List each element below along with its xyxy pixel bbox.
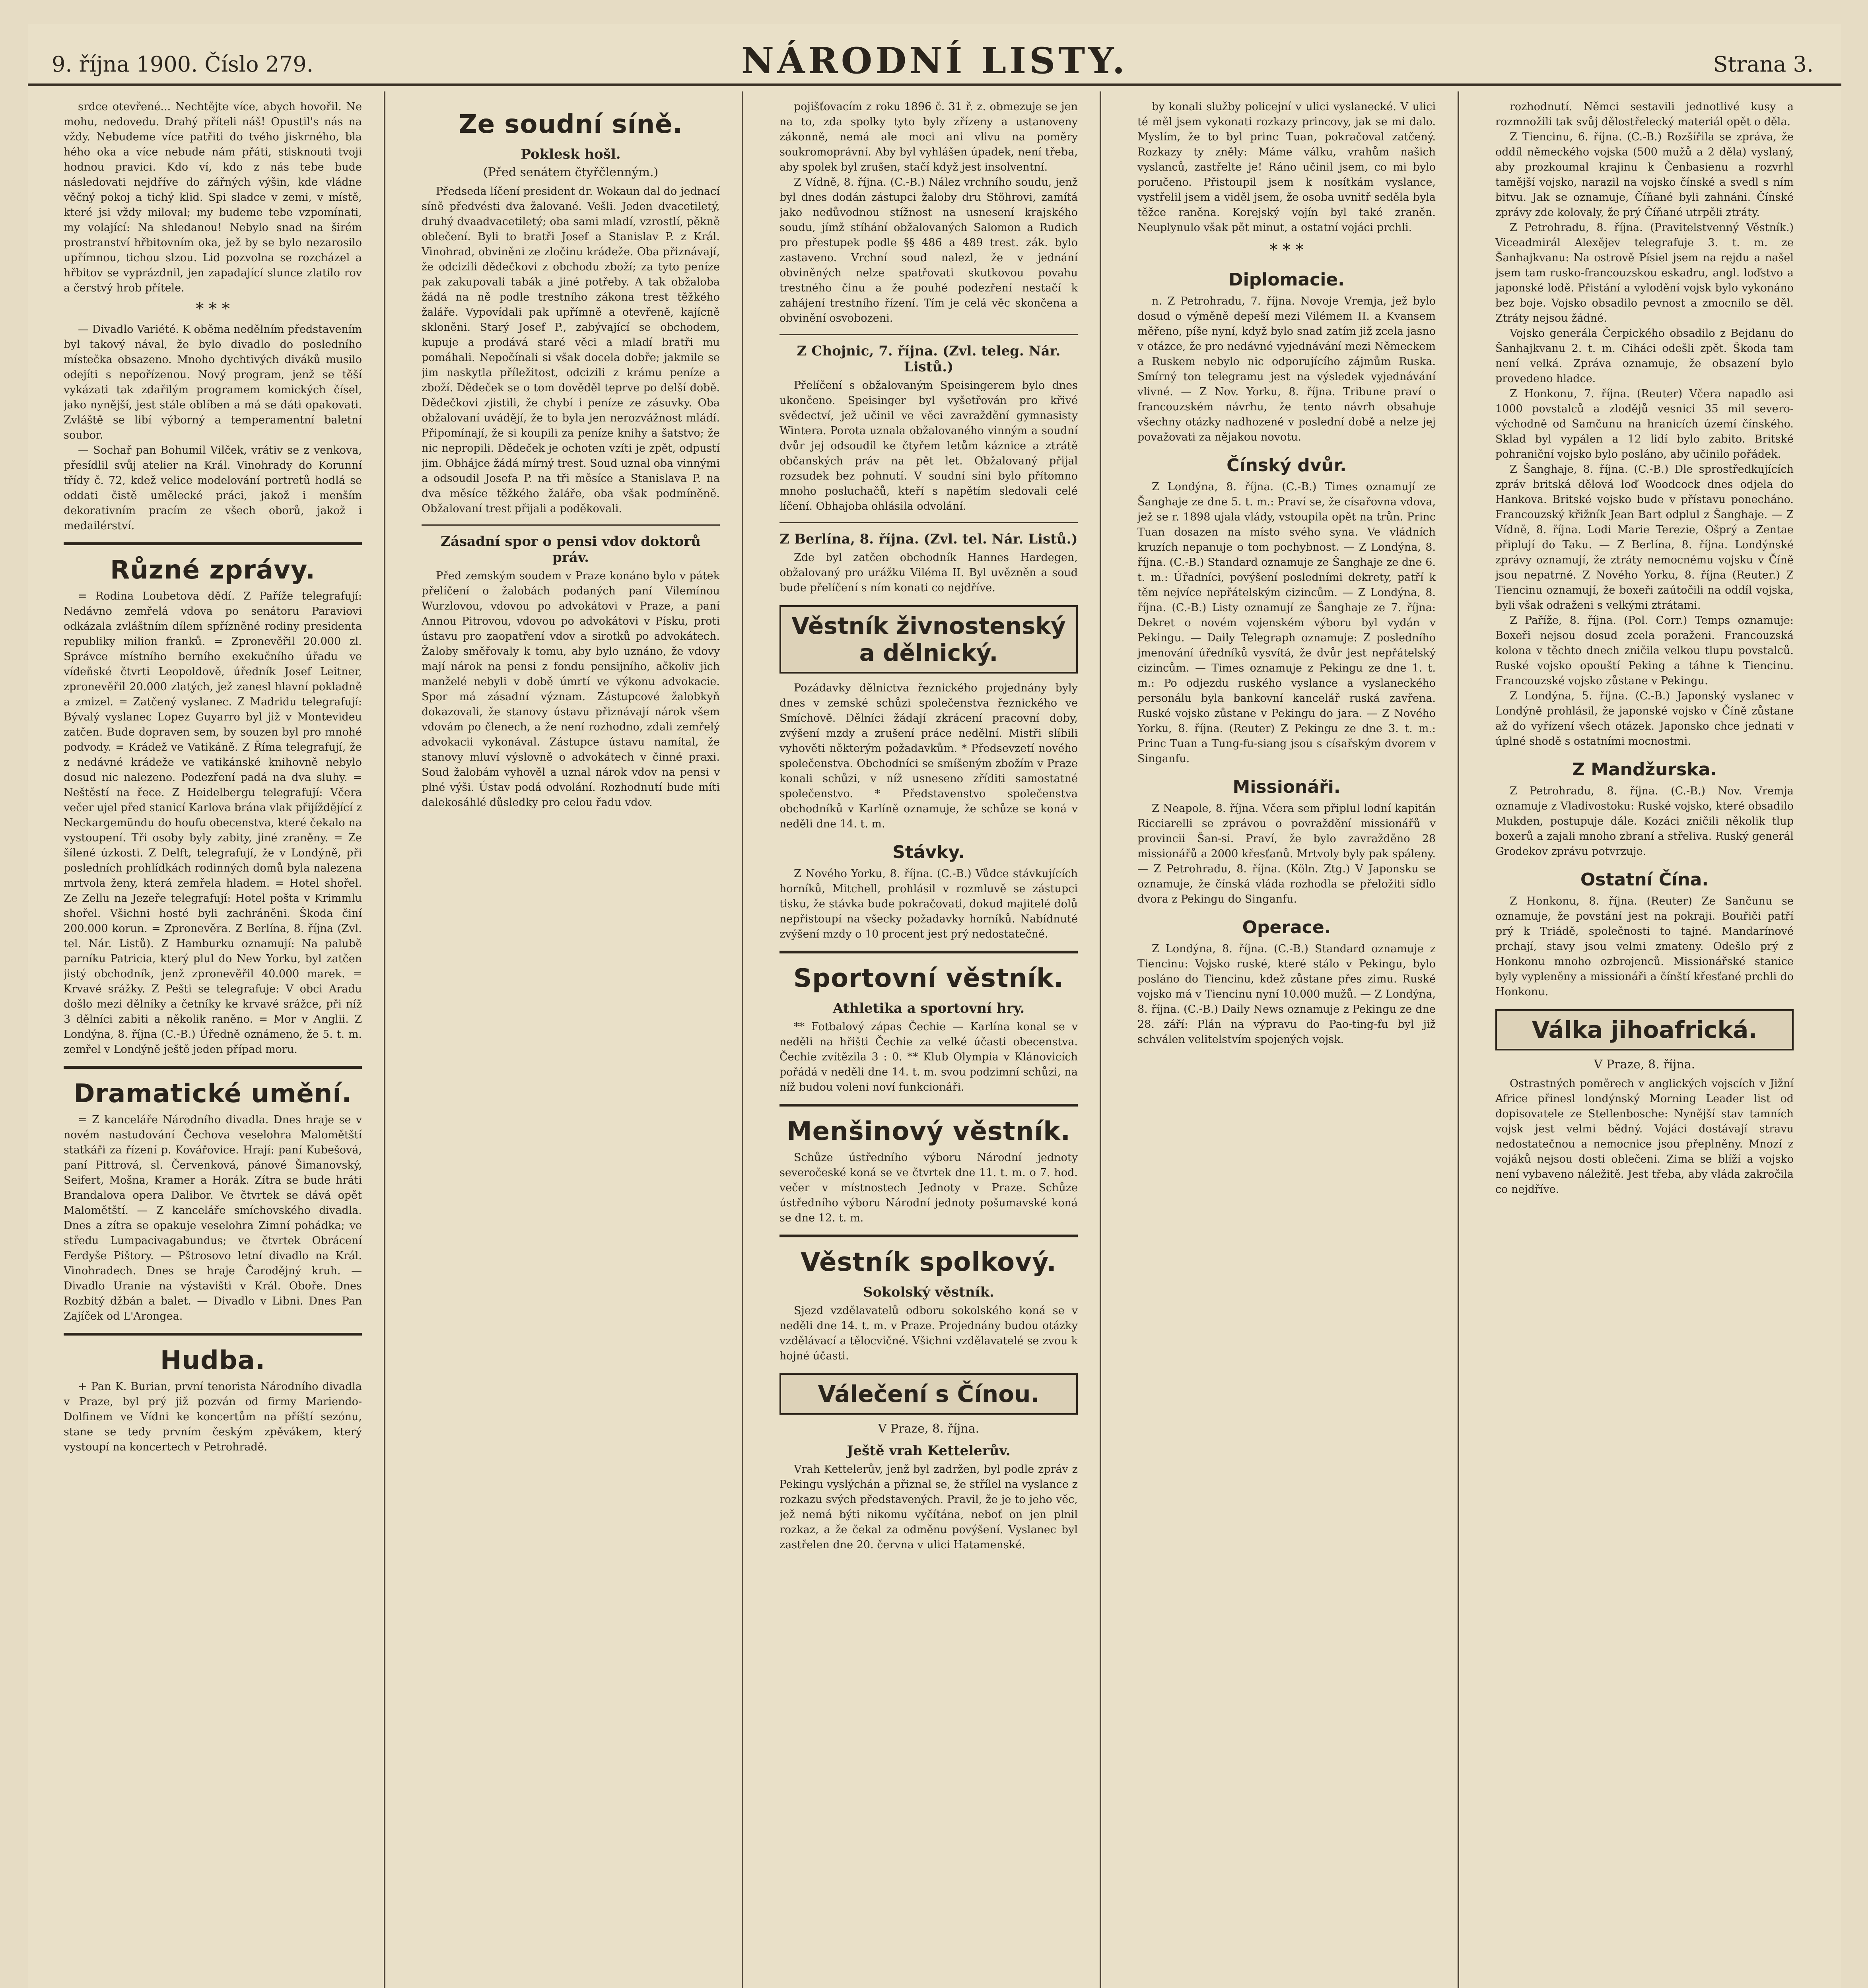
- newspaper-title: NÁRODNÍ LISTY.: [741, 40, 1128, 82]
- section-heading: Ostatní Čína.: [1580, 870, 1709, 890]
- section-divider: [779, 1104, 1078, 1107]
- article-text: Schůze ústředního výboru Národní jednoty severočeské koná se ve čtvrtek dne 11. t. m. o 7. hod. večer v místnostech Jednoty v Praze. Schůze ústředního výboru Národní jednoty pošumavské koná se dne 12. t. m.: [779, 1151, 1078, 1224]
- section-divider: [779, 1235, 1078, 1237]
- section-heading: Dramatické umění.: [74, 1079, 352, 1109]
- article-heading: Athletika a sportovní hry.: [832, 1000, 1025, 1016]
- section-heading: Hudba.: [160, 1346, 266, 1375]
- article-text: Z Honkonu, 7. října. (Reuter) Včera napadlo asi 1000 povstalců a zlodějů vesnici 35 mil severo-východně od Samčunu na hranicích území čínského. Sklad byl vypálen a 12 lidí bylo zabito. Britské pohraniční vojsko bylo posláno, aby učinilo pořádek.: [1495, 388, 1794, 460]
- article-text: ** Fotbalový zápas Čechie — Karlína konal se v neděli na hřišti Čechie za velké účasti obecenstva. Čechie zvítězila 3 : 0. ** Klub Olympia v Klánovicích pořádá v neděli dne 14. t. m. svou podzimní schůzi, na níž budou voleni noví funkcionáři.: [779, 1021, 1078, 1093]
- dateline: V Praze, 8. října.: [1594, 1058, 1695, 1072]
- section-divider: [64, 542, 362, 545]
- column-rule: [1100, 91, 1101, 1988]
- page-number: Strana 3.: [1713, 52, 1814, 77]
- article-subheading: (Před senátem čtyřčlenným.): [483, 165, 659, 179]
- article-text: Z Londýna, 8. října. (C.-B.) Standard oznamuje z Tiencinu: Vojsko ruské, které stálo v Pekingu, bylo posláno do Tiencinu, kdež zůstane přes zimu. Ruské vojsko má v Tiencinu nyní 10.000 mužů. — Z Londýna, 8. října. (C.-B.) Daily News oznamuje z Pekingu ze dne 28. září: Plán na výpravu do Pao-ting-fu byl již schválen velitelstvím spojených vojsk.: [1137, 943, 1436, 1046]
- article-heading: Sokolský věstník.: [863, 1284, 994, 1300]
- article-text: Z Paříže, 8. října. (Pol. Corr.) Temps oznamuje: Boxeři nejsou dosud zcela poraženi. Francouzská kolona v těchto dnech zničila velkou tlupu povstalců. Ruské vojsko opouští Peking a táhne k Tiencinu. Francouzské vojsko zůstane v Pekingu.: [1495, 614, 1794, 687]
- article-text: Zde byl zatčen obchodník Hannes Hardegen, obžalovaný pro urážku Viléma II. Byl uvězněn a soud bude přelíčení s ním konati co nejdříve.: [779, 551, 1078, 594]
- article-text: Z Londýna, 8. října. (C.-B.) Times oznamují ze Šanghaje ze dne 5. t. m.: Praví se, že císařovna vdova, jež se r. 1898 ujala vlády, vstoupila opět na trůn. Princ Tuan dosazen na místo svého syna. Ve vládních kruzích nepanuje o tom pochybnost. — Z Londýna, 8. října. (C.-B.) Standard oznamuje ze Šanghaje ze dne 6. t. m.: Úřadníci, povýšení posledními dekrety, patří k těm nejvíce nepřátelským cizincům. — Z Londýna, 8. října. (C.-B.) Listy oznamují ze Šanghaje ze 7. října: Dekret o novém vojenském výboru byl vydán v Pekingu. — Daily Telegraph oznamuje: Z posledního jmenování úředníků vysvítá, že dvůr jest nepřátelský cizincům. — Times oznamuje z Pekingu ze dne 1. t. m.: Po odjezdu ruského vyslance a vyslaneckého personálu byla bankovní kancelář ruská zavřena. Ruské vojsko zůstane v Pekingu do jara. — Z Nového Yorku, 8. října. (Reuter) Z Pekingu ze dne 3. t. m.: Princ Tuan a Tung-fu-siang jsou s císařským dvorem v Singanfu.: [1137, 481, 1436, 765]
- article-divider: [779, 334, 1078, 335]
- article-text: Pozádavky dělnictva řeznického projednány byly dnes v zemské schůzi společenstva řeznického ve Smíchově. Dělníci žádají zkrácení pracovní doby, zvýšení mzdy a zrušení práce nedělní. Mistři slíbili vyhověti některým požadavkům. * Předsevzetí nového společenstva. Obchodníci se smíšeným zbožím v Praze konali schůzi, v níž usneseno zříditi samostatné společenstvo. * Představenstvo společenstva obchodníků v Karlíně oznamuje, že schůze se koná v neděli dne 14. t. m.: [779, 682, 1078, 830]
- article-text: + Pan K. Burian, první tenorista Národního divadla v Praze, byl prý již pozván od firmy Mariendo-Dolfinem ve Vídni ke koncertům na příští sezónu, stane se tedy prvním českým zpěvákem, který vystoupí na koncertech v Petrohradě.: [64, 1380, 362, 1453]
- article-text: Z Petrohradu, 8. října. (C.-B.) Nov. Vremja oznamuje z Vladivostoku: Ruské vojsko, které obsadilo Mukden, postupuje dále. Kozáci zničili několik tlup boxerů a zajali mnoho zbraní a střeliva. Ruský generál Grodekov zprávu potvrzuje.: [1495, 785, 1794, 858]
- article-heading: Zásadní spor o pensi vdov doktorů práv.: [441, 534, 701, 565]
- article-text: Přelíčení s obžalovaným Speisingerem bylo dnes ukončeno. Speisinger byl vyšetřován pro křivé svědectví, jež učinil ve věci zavraždění gymnasisty Wintera. Porota uznala obžalovaného vinným a soudní dvůr jej odsoudil ke čtyřem letům káznice a ztrátě občanských práv na pět let. Obžalovaný přijal rozsudek bez pohnutí. V soudní síni bylo přítomno mnoho posluchačů, kteří s napětím sledovali celé líčení. Obhajoba ohlásila odvolání.: [779, 379, 1078, 513]
- article-text: Sjezd vzdělavatelů odboru sokolského koná se v neděli dne 14. t. m. v Praze. Projednány budou otázky vzdělávací a tělocvičné. Všichni vzdělavatelé se zvou k hojné účasti.: [779, 1305, 1078, 1362]
- article-text: Z Petrohradu, 8. října. (Pravitelstvenný Věstník.) Viceadmirál Alexějev telegrafuje 3. t. m. ze Šanhajkvanu: Na ostrově Písiel jsem na rejdu a našel jsem tam rusko-francouzskou eskadru, angl. loďstvo a japonské lodě. Přistání a vylodění vojsk bylo vykonáno bez boje. Vojsko obsadilo pevnost a zmocnilo se děl. Ztráty nejsou žádné.: [1495, 221, 1794, 324]
- article-text: Z Šanghaje, 8. října. (C.-B.) Dle sprostředkujících zpráv britská dělová loď Woodcock dnes odjela do Hankova. Britské vojsko bude v přístavu ponecháno. Francouzský křižník Jean Bart odplul z Šanghaje. — Z Vídně, 8. října. Lodi Marie Terezie, Ošprý a Zentae připlují do Taku. — Z Berlína, 8. října. Londýnské zprávy oznamují, že ztráty nemocnému vojsku v Číně jsou nepatrné. Z Nového Yorku, 8. října (Reuter.) Z Tiencinu oznamují, že boxeři zaútočili na oddíl vojska, byli však odraženi s velkými ztrátami.: [1495, 463, 1794, 612]
- dateline: V Praze, 8. října.: [878, 1422, 980, 1436]
- article-text: Z Nového Yorku, 8. října. (C.-B.) Vůdce stávkujících horníků, Mitchell, prohlásil v rozmluvě se zástupci tisku, že stávka bude pokračovati, dokud majitelé dolů nepřistoupí na všecky požadavky horníků. Nabídnuté zvýšení mzdy o 10 procent jest prý nedostatečné.: [779, 868, 1078, 940]
- column-2: [422, 99, 720, 1988]
- article-divider: [779, 522, 1078, 523]
- column-3: [779, 99, 1078, 1988]
- newspaper-page: [28, 24, 1841, 1988]
- masthead: [28, 24, 1841, 86]
- issue-date: 9. října 1900. Číslo 279.: [52, 52, 313, 77]
- article-heading: Z Chojnic, 7. října. (Zvl. teleg. Nár. Listů.): [797, 343, 1061, 375]
- article-text: rozhodnutí. Němci sestavili jednotlivé kusy a rozmnožili tak svůj dělostřelecký materiál opět o děla.: [1495, 101, 1794, 128]
- column-rule: [384, 91, 385, 1988]
- column-4: [1137, 99, 1436, 1988]
- column-1: [64, 99, 362, 1988]
- section-heading: Válečení s Čínou.: [779, 1373, 1078, 1415]
- article-text: Z Neapole, 8. října. Včera sem připlul lodní kapitán Ricciarelli se zprávou o povraždění missionářů v provincii Šan-si. Praví, že bylo zavražděno 28 missionářů a 2000 křesťanů. Mrtvoly byly pak spáleny. — Z Petrohradu, 8. října. (Köln. Ztg.) V Japonsku se oznamuje, že čínská vláda rozhodla se přeložiti sídlo dvora z Pekingu do Singanfu.: [1137, 802, 1436, 905]
- column-5: [1495, 99, 1794, 1988]
- article-text: Předseda líčení president dr. Wokaun dal do jednací síně předvésti dva žalované. Vešli. Jeden dvacetiletý, druhý dvaadvacetiletý; oba sami mladí, vzrostlí, pěkně oblečení. Byli to bratři Josef a Stanislav P. z Král. Vinohrad, obviněni ze zločinu krádeže. Oba přiznávají, že odcizili dědečkovi z obchodu zboží; za tyto peníze pak zakupovali tabák a jiné potřeby. A tak obžaloba žádá na ně podle trestního zákona trest těžkého žaláře. Vypovídali pak upřímně a otevřeně, kajícně skloněni. Starý Josef P., zabývající se obchodem, kupuje a prodává staré věci a mladí bratři mu pomáhali. Nepočínali si však docela dobře; jakmile se jim naskytla příležitost, odcizili z krámu peníze a zboží. Dědeček se o tom dověděl teprve po delší době. Dědečkovi zjistili, že chybí i peníze ze zásuvky. Oba obžalovaní uvádějí, že to byla jen nerozvážnost mládí. Připomínají, že si koupili za peníze knihy a šatstvo; že nic nepropili. Dědeček je ochoten vzíti je zpět, odpustí jim. Obhájce žádá mírný trest. Soud uznal oba vinnými a odsoudil Josefa P. na tři měsíce a Stanislava P. na dva měsíce těžkého žaláře, oba však podmíněně. Obžalovaní trest přijali a poděkovali.: [422, 185, 720, 515]
- article-heading: Ještě vrah Kettelerův.: [847, 1443, 1011, 1459]
- article-divider: [422, 524, 720, 526]
- separator-stars: * * *: [1269, 241, 1304, 259]
- section-heading: Operace.: [1242, 917, 1331, 938]
- section-heading: Missionáři.: [1232, 777, 1341, 797]
- section-heading: Válka jihoafrická.: [1495, 1009, 1794, 1050]
- section-heading: Různé zprávy.: [110, 555, 316, 585]
- section-heading: Z Mandžurska.: [1572, 759, 1717, 780]
- article-heading: Z Berlína, 8. října. (Zvl. tel. Nár. Listů.): [779, 531, 1078, 547]
- article-text: Vojsko generála Čerpického obsadilo z Bejdanu do Šanhajkvanu 2. t. m. Ciháci odešli zpět. Škoda tam není velká. Zpráva oznamuje, že obsazení bylo provedeno hladce.: [1495, 327, 1794, 385]
- section-heading: Stávky.: [892, 842, 965, 862]
- section-heading: Věstník živnostenský a dělnický.: [779, 605, 1078, 674]
- article-text: n. Z Petrohradu, 7. října. Novoje Vremja, jež bylo dosud o výměně depeší mezi Vilémem II. a Kvansem měřeno, píše nyní, když bylo snad zatím již zcela jasno v otázce, že pro nedávné vyjednávání mezi Německem a Ruskem nebylo nic odporujícího zájmům Ruska. Smírný ton telegramu jest na výsledek vyjednávání vlivné. — Z Nov. Yorku, 8. října. Tribune praví o francouzském návrhu, že tento návrh obsahuje všechny otázky nadhozené v poslední době a nelze jej považovati za nějakou novotu.: [1137, 295, 1436, 443]
- article-text: Z Tiencinu, 6. října. (C.-B.) Rozšířila se zpráva, že oddíl německého vojska (500 mužů a 2 děla) vyslaný, aby prozkoumal krajinu k Čenbasienu a rozvrhl tamější vojsko, narazil na vojsko čínské a svedl s ním bitvu. Jak se oznamuje, Číňané byli zahnáni. Čínské zprávy zde kolovaly, že prý Číňané utrpěli ztráty.: [1495, 131, 1794, 219]
- column-rule: [742, 91, 743, 1988]
- article-heading: Poklesk hošl.: [521, 146, 621, 162]
- section-divider: [64, 1066, 362, 1069]
- column-rule: [1458, 91, 1459, 1988]
- article-text: = Rodina Loubetova dědí. Z Paříže telegrafují: Nedávno zemřelá vdova po senátoru Paraviovi odkázala zvláštním dílem spřízněné rodiny presidenta republiky milion franků. = Zpronevěřil 20.000 zl. Správce místního berního exekučního úřadu ve vídeňské čtvrti Leopoldově, úředník Josef Leitner, zpronevěřil 20.000 zlatých, jež zanesl hlavní pokladně a zmizel. = Zatčený vyslanec. Z Madridu telegrafují: Bývalý vyslanec Lopez Guyarro byl již v Montevideu zatčen. Bude dopraven sem, by souzen byl pro mnohé podvody. = Krádež ve Vatikáně. Z Říma telegrafují, že z nedávné krádeže ve vatikánské knihovně nebylo dosud nic nalezeno. Podezření padá na dva sluhy. = Neštěstí na řece. Z Heidelbergu telegrafují: Včera večer ujel před stanicí Karlova brána vlak přijíždějící z Neckargemündu do houfu obecenstva, které čekalo na vystoupení. Tři osoby byly zabity, jiné zraněny. = Ze šílené úzkosti. Z Delft, telegrafují, že v Londýně, při posledních prohlídkách rodinných domů byla nalezena mrtvola ženy, která zemřela hladem. = Hotel shořel. Ze Zellu na Jezeře telegrafují: Hotel pošta v Krimmlu shořel. Všichni hosté byli zachráněni. Škoda činí 200.000 korun. = Zpronevěra. Z Berlína, 8. října (Zvl. tel. Nár. Listů). Z Hamburku oznamují: Na palubě parníku Patricia, který plul do New Yorku, byl zatčen jistý obchodník, jenž zpronevěřil 40.000 marek. = Krvavé srážky. Z Pešti se telegrafuje: V obci Aradu došlo mezi dělníky a četníky ke krvavé srážce, při níž 3 dělníci zabiti a několik raněno. = Mor v Anglii. Z Londýna, 8. října (C.-B.) Úředně oznámeno, že 5. t. m. zemřel v Londýně ještě jeden případ moru.: [64, 590, 362, 1056]
- section-heading: Věstník spolkový.: [801, 1248, 1057, 1277]
- section-heading: Sportovní věstník.: [793, 964, 1064, 993]
- section-divider: [779, 951, 1078, 953]
- section-heading: Menšinový věstník.: [786, 1117, 1071, 1146]
- article-text: — Sochař pan Bohumil Vilček, vrátiv se z venkova, přesídlil svůj atelier na Král. Vinohrady do Korunní třídy č. 72, kdež velice modelování portretů hodlá se oddati čistě umělecké práci, jakož i menším dekorativním pracím ze všech oborů, jakož i medailérství.: [64, 444, 362, 532]
- article-text: = Z kanceláře Národního divadla. Dnes hraje se v novém nastudování Čechova veselohra Malomětští statkáři za řízení p. Kovářovice. Hrají: paní Kubešová, paní Pittrová, sl. Červenková, pánové Šimanovský, Seifert, Mošna, Kramer a Horák. Zítra se bude hráti Brandalova opera Dalibor. Ve čtvrtek se dává opět Malomětští. — Z kanceláře smíchovského divadla. Dnes a zítra se opakuje veselohra Zimní pohádka; ve středu Lumpacivagabundus; ve čtvrtek Obrácení Ferdyše Pištory. — Pštrosovo letní divadlo na Král. Vinohradech. Dnes se hraje Čarodějný kruh. — Divadlo Uranie na výstavišti v Král. Oboře. Dnes Rozbitý džbán a balet. — Divadlo v Libni. Dnes Pan Zajíček od L'Arongea.: [64, 1114, 362, 1322]
- section-heading: Diplomacie.: [1228, 270, 1345, 290]
- article-text: pojišťovacím z roku 1896 č. 31 ř. z. obmezuje se jen na to, zda spolky tyto byly zřízeny a ustanoveny zákonně, nemá ale moci ani vlivu na poměry soukromoprávní. Aby byl vyhlášen úpadek, není třeba, aby spolek byl zrušen, stačí když jest insolventní.: [779, 101, 1078, 173]
- article-text: by konali služby policejní v ulici vyslanecké. V ulici té měl jsem vykonati rozkazy princovy, jak se mi dalo. Myslím, že to byl princ Tuan, pokračoval zatčený. Rozkazy ty zněly: Máme válku, vrahům našich vyslanců, zastřelte je! Ráno učinil jsem, co mi bylo poručeno. Přistoupil jsem k nosítkám vyslance, vystřelil jsem a viděl jsem, že osoba uvnitř seděla byla těžce raněna. Korejský vojín byl také zraněn. Neuplynulo však pět minut, a ostatní vojáci prchli.: [1137, 101, 1436, 234]
- article-text: Z Vídně, 8. října. (C.-B.) Nález vrchního soudu, jenž byl dnes dodán zástupci žaloby dru Stöhrovi, zamítá jako nedůvodnou stížnost na usnesení krajského soudu, jímž stíhání obžalovaných Salomon a Rudich pro přestupek podle §§ 486 a 489 trest. zák. bylo zastaveno. Vrchní soud nalezl, že v jednání obviněných nelze spatřovati skutkovou povahu trestného činu a že pouhé podezření nestačí k zahájení trestního řízení. Tím je celá věc skončena a obvinění osvobozeni.: [779, 176, 1078, 324]
- section-divider: [64, 1333, 362, 1336]
- article-text: Před zemským soudem v Praze konáno bylo v pátek přelíčení o žalobách podaných paní Vilemínou Wurzlovou, vdovou po advokátovi v Praze, a paní Annou Pitrovou, vdovou po advokátovi v Písku, proti ústavu pro zaopatření vdov a sirotků po advokátech. Žaloby směřovaly k tomu, aby bylo uznáno, že vdovy mají nárok na pensi z fondu pensijního, ačkoliv jich manželé nebyli v době úmrtí ve výkonu advokacie. Spor má zásadní význam. Zástupcové žalobkyň dokazovali, že stanovy ústavu přiznávají nárok všem vdovám po členech, a že není rozhodno, zdali zemřelý advokacii vykonával. Zástupce ústavu namítal, že stanovy mluví výslovně o advokátech v činné praxi. Soud žalobám vyhověl a uznal nárok vdov na pensi v plné výši. Ústav podá odvolání. Rozhodnutí bude míti dalekosáhlé důsledky pro celou řadu vdov.: [422, 570, 720, 809]
- article-text: srdce otevřené... Nechtějte více, abych hovořil. Ne mohu, nedovedu. Drahý příteli náš! Opustil's nás na vždy. Nebudeme více patřiti do tvého jiskrného, bla hého oka a více nebude nám přáti, stisknouti tvoji hodnou pravici. Kdo ví, kdo z nás tebe bude následovati nejdříve do zářných výšin, kde vládne věčný pokoj a tichý klid. Spi sladce v zemi, v místě, které jsi vždy miloval; my budeme tebe vzpomínati, my volající: Na shledanou! Nebylo snad na širém prostranství hřbitovním oka, jež by se bylo nezarosilo upřímnou, tichou slzou. Lid pozvolna se rozcházel a hřbitov se vyprázdnil, jen zapadající slunce zlatilo rov a čerstvý hrob přítele.: [64, 101, 362, 294]
- article-text: Z Honkonu, 8. října. (Reuter) Ze Sančunu se oznamuje, že povstání jest na pokraji. Bouřiči patří prý k Triádě, společnosti to tajné. Mandarínové prchají, stavy jsou velmi zmateny. Odešlo prý z Honkonu mnoho ozbrojenců. Missionářské stanice byly vypleněny a missionáři a čínští křesťané prchli do Honkonu.: [1495, 895, 1794, 998]
- article-text: Z Londýna, 5. října. (C.-B.) Japonský vyslanec v Londýně prohlásil, že japonské vojsko v Číně zůstane až do vyřízení všech otázek. Japonsko chce jednati v úplné shodě s ostatními mocnostmi.: [1495, 690, 1794, 747]
- article-text: Ostrastných poměrech v anglických vojscích v Jižní Africe přinesl londýnský Morning Leader list od dopisovatele ze Stellenbosche: Nynější stav tamních vojsk jest velmi bědný. Vojáci dostávají stravu nedostatečnou a nemocnice jsou přeplněny. Mnozí z vojáků nejsou dosti oblečeni. Zima se blíží a vojsko není vybaveno náležitě. Jest třeba, aby vláda zakročila co nejdříve.: [1495, 1077, 1794, 1196]
- section-heading: Čínský dvůr.: [1227, 455, 1347, 476]
- article-text: Vrah Kettelerův, jenž byl zadržen, byl podle zpráv z Pekingu vyslýchán a přiznal se, že střílel na vyslance z rozkazu svých představených. Pravil, že je to jeho věc, jež nemá býti nikomu vyčítána, neboť on jen plnil rozkaz, a že čekal za odměnu povýšení. Vyslanec byl zastřelen dne 20. června v ulici Hatamenské.: [779, 1463, 1078, 1551]
- separator-stars: * * *: [196, 300, 230, 318]
- section-heading: Ze soudní síně.: [459, 110, 683, 139]
- article-text: — Divadlo Variété. K oběma nedělním představením byl takový nával, že bylo divadlo do posledního místečka obsazeno. Mnoho dychtivých diváků musilo odejíti s nepořízenou. Nový program, jenž se těší vykázati tak zdařilým programem komických čísel, jako nynější, jest stále oblíben a má se dáti opakovati. Zvláště se libí výborný a temperamentní baletní soubor.: [64, 323, 362, 441]
